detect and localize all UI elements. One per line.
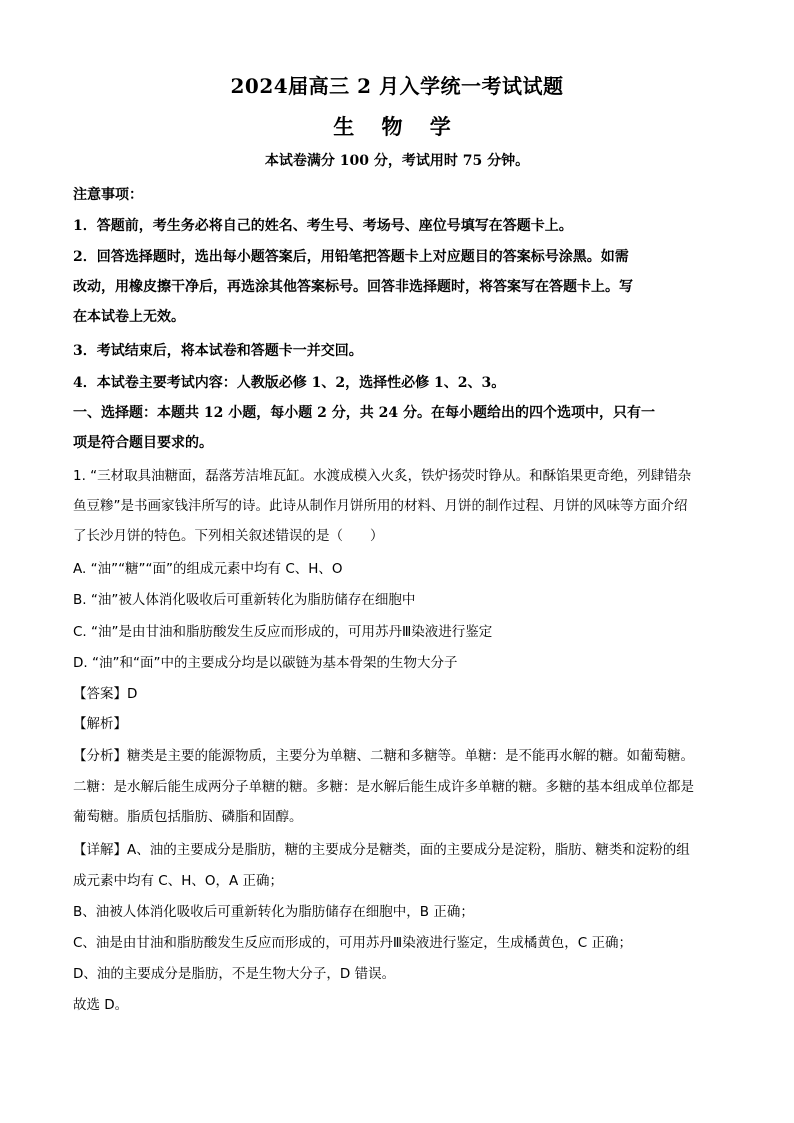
analysis-line: 二糖：是水解后能生成两分子单糖的糖。多糖：是水解后能生成许多单糖的糖。多糖的基本组成单位都是 — [73, 779, 694, 795]
notice-item-3: 3．考试结束后，将本试卷和答题卡一并交回。 — [73, 343, 363, 359]
analysis-line: 故选 D。 — [73, 997, 129, 1013]
analysis-line: C、油是由甘油和脂肪酸发生反应而形成的，可用苏丹Ⅲ染液进行鉴定，生成橘黄色，C 正确； — [73, 935, 632, 951]
question-stem-line: 1. “三材取具油糖面，磊落芳洁堆瓦缸。水渡成模入火炙，铁炉扬荧时铮从。和酥馅果更奇绝，列肆错杂 — [73, 468, 692, 484]
section-heading-cont: 项是符合题目要求的。 — [73, 435, 213, 451]
analysis-line: 【分析】糖类是主要的能源物质，主要分为单糖、二糖和多糖等。单糖：是不能再水解的糖。如葡萄糖。 — [73, 748, 694, 764]
analysis-line: 【详解】A、油的主要成分是脂肪，糖的主要成分是糖类，面的主要成分是淀粉，脂肪、糖类和淀粉的组 — [73, 842, 690, 858]
analysis-label: 【解析】 — [73, 716, 127, 732]
notice-heading: 注意事项： — [73, 187, 143, 203]
option-a: A. “油”“糖”“面”的组成元素中均有 C、H、O — [73, 561, 343, 577]
exam-info: 本试卷满分 100 分，考试用时 75 分钟。 — [264, 153, 530, 169]
analysis-line: 葡萄糖。脂质包括脂肪、磷脂和固醇。 — [73, 809, 303, 825]
notice-item-2-end: 在本试卷上无效。 — [73, 309, 185, 325]
analysis-line: D、油的主要成分是脂肪，不是生物大分子，D 错误。 — [73, 966, 396, 982]
option-b: B. “油”被人体消化吸收后可重新转化为脂肪储存在细胞中 — [73, 592, 416, 608]
option-d: D. “油”和“面”中的主要成分均是以碳链为基本骨架的生物大分子 — [73, 655, 458, 671]
answer: 【答案】D — [73, 686, 138, 702]
analysis-line: 成元素中均有 C、H、O，A 正确； — [73, 873, 284, 889]
subject-title: 生 物 学 — [333, 114, 461, 139]
option-c: C. “油”是由甘油和脂肪酸发生反应而形成的，可用苏丹Ⅲ染液进行鉴定 — [73, 624, 493, 640]
notice-item-4: 4．本试卷主要考试内容：人教版必修 1、2，选择性必修 1、2、3。 — [73, 375, 506, 391]
question-stem-line: 鱼豆糁”是书画家钱沣所写的诗。此诗从制作月饼所用的材料、月饼的制作过程、月饼的风味等方面介绍 — [73, 498, 688, 514]
section-heading: 一、选择题：本题共 12 小题，每小题 2 分，共 24 分。在每小题给出的四个选项中，只有一 — [73, 405, 655, 421]
question-stem-line: 了长沙月饼的特色。下列相关叙述错误的是（ ） — [73, 528, 384, 544]
analysis-line: B、油被人体消化吸收后可重新转化为脂肪储存在细胞中，B 正确； — [73, 904, 474, 920]
notice-item-2-cont: 改动，用橡皮擦干净后，再选涂其他答案标号。回答非选择题时，将答案写在答题卡上。写 — [73, 279, 633, 295]
notice-item-1: 1．答题前，考生务必将自己的姓名、考生号、考场号、座位号填写在答题卡上。 — [73, 218, 573, 234]
exam-title: 2024届高三 2 月入学统一考试试题 — [230, 74, 564, 98]
notice-item-2: 2．回答选择题时，选出每小题答案后，用铅笔把答题卡上对应题目的答案标号涂黑。如需 — [73, 249, 629, 265]
